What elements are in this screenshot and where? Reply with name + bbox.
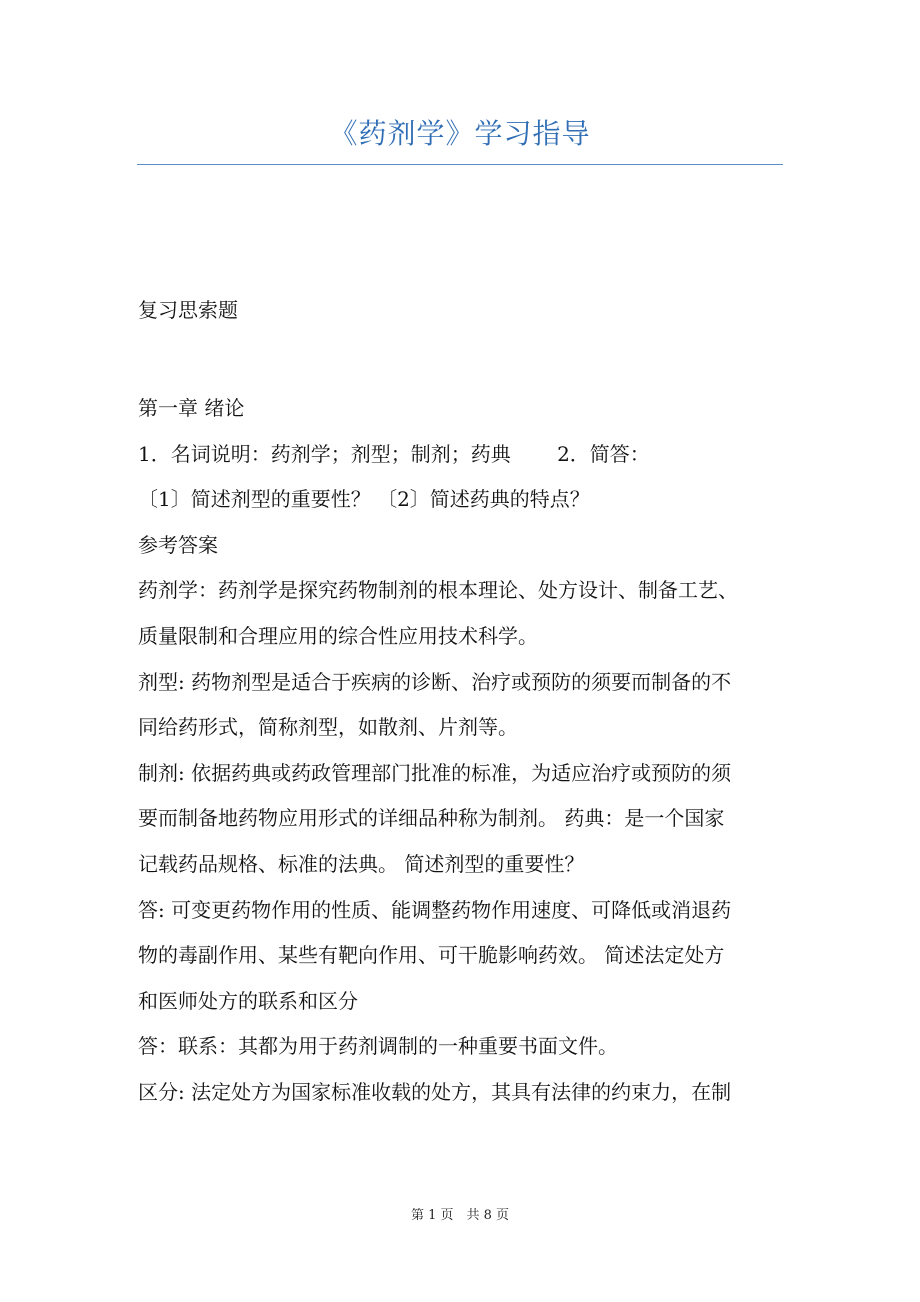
answers-heading: 参考答案 [138,532,218,557]
body-line: 药剂学：药剂学是探究药物制剂的根本理论、处方设计、制备工艺、 [138,578,738,603]
page-number-footer: 第 1 页 共 8 页 [410,1208,510,1223]
document-body [138,388,788,1118]
body-line: 质量限制和合理应用的综合性应用技术科学。 [138,623,538,648]
section-heading: 复习思索题 [138,298,238,322]
body-line: 答：联系：其都为用于药剂调制的一种重要书面文件。 [138,1034,618,1059]
body-line: 同给药形式，简称剂型，如散剂、片剂等。 [138,715,518,740]
body-line: 〔1〕简述剂型的重要性？ 〔2〕简述药典的特点？ [138,487,590,512]
body-line: 制剂: 依据药典或药政管理部门批准的标准，为适应治疗或预防的须 [138,760,732,785]
body-line: 要而制备地药物应用形式的详细品种称为制剂。 药典：是一个国家 [138,806,725,831]
body-line: 剂型: 药物剂型是适合于疾病的诊断、治疗或预防的须要而制备的不 [138,669,732,694]
body-line: 1．名词说明：药剂学；剂型；制剂；药典 2．简答： [138,441,650,466]
chapter-heading: 第一章 绪论 [138,396,245,420]
body-line: 和医师处方的联系和区分 [138,988,358,1013]
title-underline [137,164,783,165]
body-line: 物的毒副作用、某些有靶向作用、可干脆影响药效。 简述法定处方 [138,943,725,968]
body-line: 记载药品规格、标准的法典。 简述剂型的重要性？ [138,851,585,876]
body-line: 区分: 法定处方为国家标准收载的处方，其具有法律的约束力，在制 [138,1079,732,1104]
body-line: 答: 可变更药物作用的性质、能调整药物作用速度、可降低或消退药 [138,897,732,922]
document-title: 《药剂学》学习指导 [329,117,591,150]
